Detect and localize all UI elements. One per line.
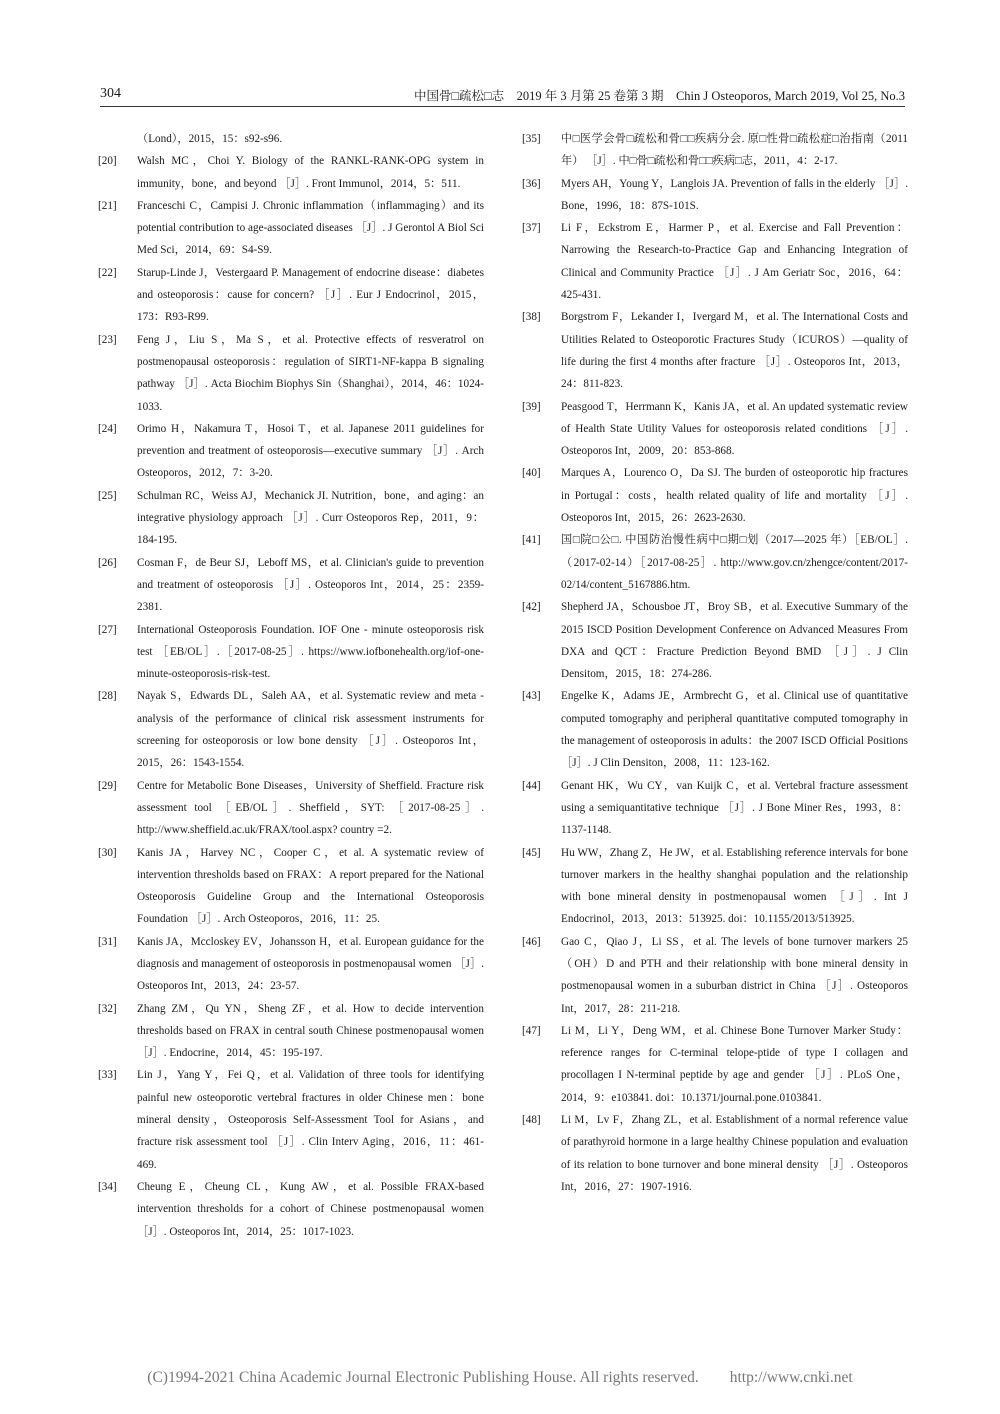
reference-number: [47] [522,1024,541,1037]
reference-text: Zhang ZM，Qu YN，Sheng ZF，et al. How to decide intervention thresholds based on FRAX in central south Chinese postmenopausal women ［J］. Endocrine，2014，45：195-197. [137,1002,484,1060]
reference-entry [98,329,484,418]
reference-entry [98,842,484,931]
reference-entry [98,775,484,842]
reference-number: [34] [98,1180,117,1193]
reference-number: [29] [98,779,117,792]
journal-running-head: 中国骨□疏松□志 2019 年 3 月第 25 卷第 3 期 Chin J Osteoporos, March 2019, Vol 25, No.3 [413,89,905,103]
reference-text: Schulman RC，Weiss AJ，Mechanick JI. Nutrition，bone，and aging：an integrative physiology approach ［J］. Curr Osteoporos Rep，2011，9：184-195. [137,489,484,547]
reference-number: [45] [522,846,541,859]
reference-number: [23] [98,333,117,346]
reference-text: Cheung E，Cheung CL，Kung AW，et al. Possible FRAX-based intervention thresholds for a cohort of Chinese postmenopausal women ［J］. Osteoporos Int，2014，25：1017-1023. [137,1180,484,1238]
reference-number: [26] [98,556,117,569]
reference-text: Starup-Linde J，Vestergaard P. Management of endocrine disease：diabetes and osteoporosis：cause for concern? ［J］. Eur J Endocrinol，2015，173：R93-R99. [137,266,484,324]
reference-text: Orimo H，Nakamura T，Hosoi T，et al. Japanese 2011 guidelines for prevention and treatment of osteoporosis—executive summary ［J］. Arch Osteoporos，2012，7：3-20. [137,422,484,480]
reference-text: Kanis JA，Mccloskey EV，Johansson H，et al. European guidance for the diagnosis and management of osteoporosis in postmenopausal women ［J］. Osteoporos Int，2013，24：23-57. [137,935,484,993]
reference-text: Cosman F，de Beur SJ，Leboff MS，et al. Clinician's guide to prevention and treatment of osteoporosis ［J］. Osteoporos Int，2014，25：2359-2381. [137,556,484,614]
reference-text: Centre for Metabolic Bone Diseases，University of Sheffield. Fracture risk assessment tool ［EB/OL］. Sheffield，SYT: ［2017-08-25］. http://www.sheffield.ac.uk/FRAX/tool.aspx? country =2. [137,779,484,837]
reference-column-left [98,128,484,1243]
reference-text: Kanis JA，Harvey NC，Cooper C，et al. A systematic review of intervention thresholds based on FRAX：A report prepared for the National Osteoporosis Guideline Group and the International Osteoporosis Foundation ［J］. Arch Osteoporos，2016，11：25. [137,846,484,926]
reference-number: [39] [522,400,541,413]
reference-column-right [522,128,908,1198]
reference-number: [41] [522,534,541,547]
reference-entry [98,619,484,686]
reference-number: [31] [98,935,117,948]
reference-text: Myers AH，Young Y，Langlois JA. Prevention of falls in the elderly ［J］. Bone，1996，18：87S-101S. [561,177,908,212]
page-header [100,86,905,108]
reference-text: （Lond），2015，15：s92-s96. [137,133,283,145]
reference-text: Feng J，Liu S，Ma S，et al. Protective effects of resveratrol on postmenopausal osteoporosis：regulation of SIRT1-NF-kappa B signaling pathway ［J］. Acta Biochim Biophys Sin（Shanghai），2014，46：1024-1033. [137,333,484,413]
reference-number: [32] [98,1002,117,1015]
reference-entry [522,173,908,218]
reference-number: [44] [522,779,541,792]
reference-number: [36] [522,177,541,190]
reference-entry [98,485,484,552]
reference-number: [21] [98,199,117,212]
reference-text: Lin J，Yang Y，Fei Q，et al. Validation of three tools for identifying painful new osteoporotic vertebral fractures in older Chinese men：bone mineral density，Osteoporosis Self-Assessment Tool for Asians，and fracture risk assessment tool ［J］. Clin Interv Aging，2016，11：461-469. [137,1069,484,1171]
reference-text: Shepherd JA，Schousboe JT，Broy SB，et al. Executive Summary of the 2015 ISCD Position Development Conference on Advanced Measures From DXA and QCT：Fracture Prediction Beyond BMD ［J］. J Clin Densitom，2015，18：274-286. [561,601,908,681]
reference-number: [28] [98,690,117,703]
reference-entry [98,418,484,485]
reference-number: [40] [522,467,541,480]
reference-entry [522,529,908,596]
reference-entry [522,1109,908,1198]
reference-text: Borgstrom F，Lekander I，Ivergard M，et al. The International Costs and Utilities Related to Osteoporotic Fractures Study（ICUROS）—quality of life during the first 4 months after fracture ［J］. Osteoporos Int，2013，24：811-823. [561,311,908,391]
reference-number: [20] [98,155,117,168]
header-divider [100,106,905,107]
reference-entry [522,1020,908,1109]
reference-number: [27] [98,623,117,636]
reference-number: [46] [522,935,541,948]
reference-text: Franceschi C，Campisi J. Chronic inflammation（inflammaging）and its potential contribution to age-associated diseases ［J］. J Gerontol A Biol Sci Med Sci，2014，69：S4-S9. [137,199,484,257]
reference-entry [98,150,484,195]
page-number: 304 [100,86,121,101]
reference-text: 中□医学会骨□疏松和骨□□疾病分会. 原□性骨□疏松症□治指南（2011 年） ［J］. 中□骨□疏松和骨□□疾病□志，2011，4：2-17. [561,133,908,168]
reference-text: International Osteoporosis Foundation. IOF One - minute osteoporosis risk test ［EB/OL］.［2017-08-25］. https://www.iofbonehealth.org/iof-one-minute-osteoporosis-risk-test. [137,623,484,681]
reference-entry [98,195,484,262]
reference-entry [98,552,484,619]
reference-text: Gao C，Qiao J，Li SS，et al. The levels of bone turnover markers 25（OH）D and PTH and their relationship with bone mineral density in postmenopausal women in a suburban district in China ［J］. Osteoporos Int，2017，28：211-218. [561,935,908,1015]
reference-text: Nayak S，Edwards DL，Saleh AA，et al. Systematic review and meta - analysis of the performance of clinical risk assessment instruments for screening for osteoporosis or low bone density ［J］. Osteoporos Int，2015，26：1543-1554. [137,690,484,770]
reference-text: Genant HK，Wu CY，van Kuijk C，et al. Vertebral fracture assessment using a semiquantitative technique ［J］. J Bone Miner Res，1993，8：1137-1148. [561,779,908,837]
reference-entry [522,462,908,529]
reference-entry [522,931,908,1020]
reference-entry [522,685,908,774]
reference-entry [98,262,484,329]
reference-number: [43] [522,690,541,703]
reference-number: [25] [98,489,117,502]
reference-text: Peasgood T，Herrmann K，Kanis JA，et al. An updated systematic review of Health State Utility Values for osteoporosis related conditions ［J］. Osteoporos Int，2009，20：853-868. [561,400,908,458]
reference-number: [30] [98,846,117,859]
reference-entry [98,998,484,1065]
reference-entry [98,685,484,774]
reference-text: Walsh MC，Choi Y. Biology of the RANKL-RANK-OPG system in immunity，bone，and beyond ［J］. Front Immunol，2014，5：511. [137,155,484,190]
reference-entry [98,128,484,150]
reference-entry [522,775,908,842]
reference-number: [22] [98,266,117,279]
reference-entry [98,931,484,998]
reference-entry [98,1064,484,1175]
reference-text: Hu WW，Zhang Z，He JW，et al. Establishing reference intervals for bone turnover markers in the healthy shanghai population and the relationship with bone mineral density in postmenopausal women ［J］. Int J Endocrinol，2013，2013：513925. doi：10.1155/2013/513925. [561,846,908,926]
reference-entry [522,396,908,463]
reference-text: Li F，Eckstrom E，Harmer P，et al. Exercise and Fall Prevention：Narrowing the Research-to-Practice Gap and Enhancing Integration of Clinical and Community Practice ［J］. J Am Geriatr Soc，2016，64：425-431. [561,222,908,302]
reference-number: [24] [98,422,117,435]
reference-number: [37] [522,222,541,235]
reference-text: Li M，Li Y，Deng WM，et al. Chinese Bone Turnover Marker Study：reference ranges for C-terminal telope-ptide of type I collagen and procollagen I N-terminal peptide by age and gender ［J］. PLoS One，2014，9：e103841. doi：10.1371/journal.pone.0103841. [561,1024,908,1104]
reference-text: 国□院□公□. 中国防治慢性病中□期□划（2017—2025 年）［EB/OL］.（2017-02-14）［2017-08-25］. http://www.gov.cn/zhengce/content/2017-02/14/content_5167886.htm. [561,534,908,591]
reference-text: Engelke K，Adams JE，Armbrecht G，et al. Clinical use of quantitative computed tomography and peripheral quantitative computed tomography in the management of osteoporosis in adults：the 2007 ISCD Official Positions ［J］. J Clin Densiton，2008，11：123-162. [561,690,908,770]
reference-text: Marques A，Lourenco O，Da SJ. The burden of osteoporotic hip fractures in Portugal：costs，health related quality of life and mortality ［J］. Osteoporos Int，2015，26：2623-2630. [561,467,908,525]
reference-entry [522,596,908,685]
reference-entry [522,128,908,173]
reference-number: [48] [522,1114,541,1127]
reference-entry [522,306,908,395]
reference-number: [42] [522,601,541,614]
copyright-footer: (C)1994-2021 China Academic Journal Electronic Publishing House. All rights reserved. http://www.cnki.net [147,1369,853,1386]
reference-entry [522,842,908,931]
reference-number: [33] [98,1069,117,1082]
reference-entry [522,217,908,306]
reference-number: [35] [522,133,541,145]
reference-number: [38] [522,311,541,324]
reference-entry [98,1176,484,1243]
reference-text: Li M，Lv F，Zhang ZL，et al. Establishment of a normal reference value of parathyroid hormone in a large healthy Chinese population and evaluation of its relation to bone turnover and bone mineral density ［J］. Osteoporos Int，2016，27：1907-1916. [561,1114,908,1193]
